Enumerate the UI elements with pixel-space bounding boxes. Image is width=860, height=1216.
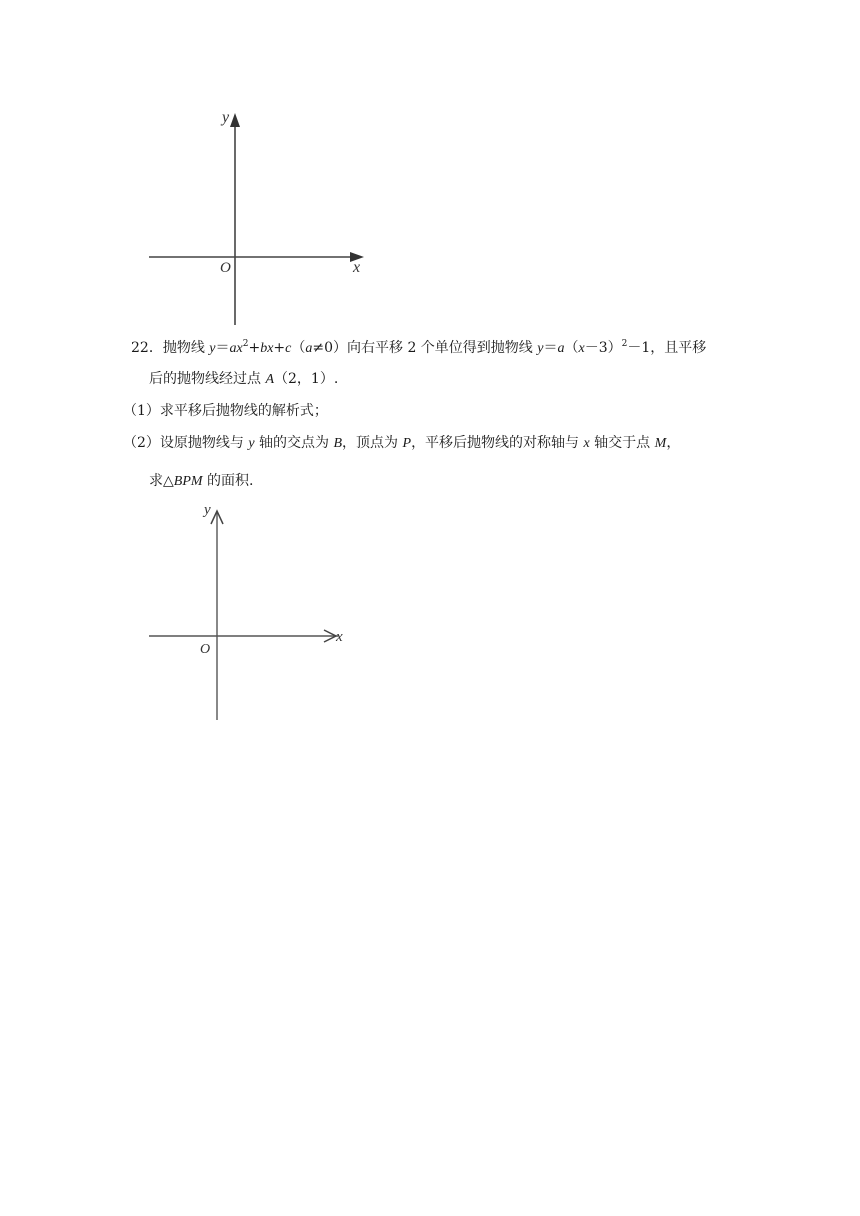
question-text: －1，且平移 [627, 340, 707, 356]
question-line-1 [131, 341, 706, 356]
question-text: 求△ [149, 473, 174, 489]
triangle-label: BPM [173, 474, 203, 489]
math-exponent: 2 [242, 339, 249, 349]
math-var: x [583, 436, 590, 451]
math-op: ＝ [543, 340, 558, 356]
x-axis-label: x [353, 259, 361, 276]
question-text: 抛物线 [162, 340, 210, 356]
origin-label: O [200, 642, 211, 657]
question-number: 22． [131, 340, 163, 356]
math-var: ax [229, 341, 243, 356]
coordinate-axes-figure-2 [146, 498, 356, 723]
question-part-2 [123, 436, 680, 451]
origin-label: O [220, 260, 231, 276]
axes-svg-1 [146, 105, 376, 330]
y-axis-label: y [204, 502, 211, 518]
question-text: 轴交于点 [589, 435, 655, 451]
math-var: a [305, 341, 313, 356]
math-var: a [557, 341, 565, 356]
math-var: bx [260, 341, 274, 356]
question-text: ，顶点为 [342, 435, 403, 451]
axes-svg-2 [146, 498, 356, 723]
question-part-2-line-2 [149, 474, 253, 489]
point-label: M [654, 436, 667, 451]
point-label: A [265, 372, 275, 387]
math-op: + [248, 340, 261, 356]
question-text: ，平移后抛物线的对称轴与 [411, 435, 584, 451]
question-text: 的面积. [202, 473, 254, 489]
coordinate-axes-figure-1 [146, 105, 376, 330]
math-text: －3） [584, 340, 622, 356]
point-label: B [333, 436, 343, 451]
math-var: c [285, 341, 292, 356]
question-text: 后的抛物线经过点 [149, 371, 266, 387]
math-var: y [209, 341, 216, 356]
math-paren: （ [564, 340, 579, 356]
math-op: ＝ [215, 340, 230, 356]
question-text: （2，1）. [274, 371, 339, 387]
question-text: 向右平移 2 个单位得到抛物线 [347, 340, 538, 356]
y-axis-label: y [222, 109, 230, 126]
question-line-2 [149, 372, 338, 387]
math-var: y [248, 436, 255, 451]
question-text: ， [666, 435, 681, 451]
question-text: 轴的交点为 [254, 435, 334, 451]
math-paren: （ [291, 340, 306, 356]
math-op: + [273, 340, 286, 356]
math-var: y [537, 341, 544, 356]
question-text: （2）设原抛物线与 [123, 435, 249, 451]
point-label: P [402, 436, 412, 451]
x-axis-label: x [336, 629, 343, 645]
math-condition: ≠0） [312, 340, 347, 356]
y-axis-arrow-icon [230, 113, 240, 127]
math-exponent: 2 [621, 339, 628, 349]
math-var: x [578, 341, 585, 356]
question-part-1: （1）求平移后抛物线的解析式； [123, 403, 328, 419]
